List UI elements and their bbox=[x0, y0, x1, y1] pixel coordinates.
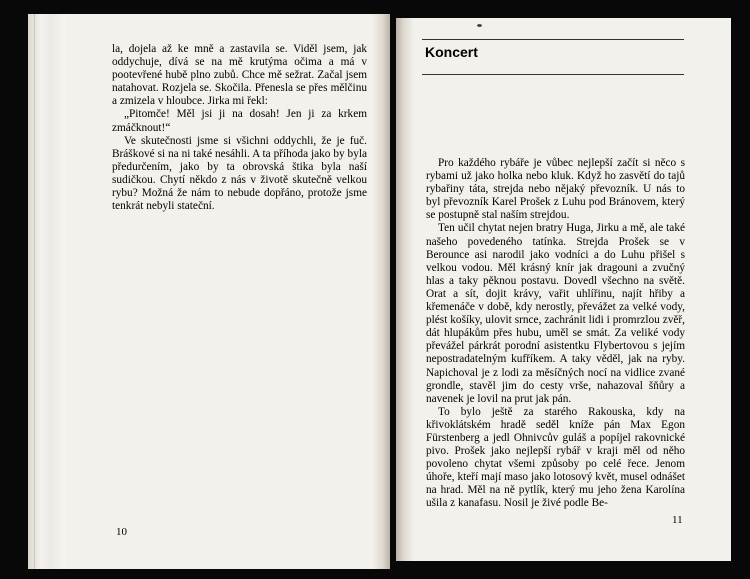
left-paragraph: la, dojela až ke mně a zastavila se. Viděl jsem, jak oddychuje, dívá se na mě krutýma očima a má v pootevřené hubě plno zubů. Chce mě sežrat. Začal jsem natahovat. Rozjela se. Skočila. Přenesla se přes mělčinu a zmizela v hloubce. Jirka mi řekl: bbox=[112, 43, 367, 108]
right-paragraph: Pro každého rybáře je vůbec nejlepší začít si něco s rybami už jako holka nebo kluk. Když ho zasvětí do tajů rybařiny táta, strejda nebo nějaký převozník. U nás to byl převozník Karel Prošek z Luhu pod Bránovem, který se postupně stal naším strejdou. bbox=[426, 157, 685, 222]
right-paragraph: Ten učil chytat nejen bratry Huga, Jirku a mě, ale také našeho povedeného tatínka. Strejda Prošek se v Berounce asi narodil jako vodníci a do Luhu přišel s velkou vodou. Měl krásný knír jak dragouni a zvučný hlas a taky pěknou postavu. Dovedl všechno na světě. Orat a sít, dojit krávy, vařit uhlířinu, najít hřiby a křemenáče v době, kdy nerostly, převážet za velké vody, plést košíky, ulovit srnce, zachránit lidi i promrzlou zvěř, dát hlupákům přes hubu, uměl se smát. Za veliké vody převážel párkrát porodní asistentku Flybertovou s jejím nepostradatelným kufříkem. A taky věděl, jak na ryby. Napichoval je z lodi za měsíčných nocí na vidlice zvané grondle, stavěl jim do cesty vrše, nahazoval šňůry a navenek je lovil na prut jak pán. bbox=[426, 222, 685, 405]
left-page-edge bbox=[28, 14, 66, 569]
title-rule-top bbox=[422, 39, 684, 40]
chapter-title: Koncert bbox=[425, 44, 478, 60]
title-rule-bottom bbox=[422, 74, 684, 75]
ink-blot bbox=[477, 24, 482, 27]
right-gutter-shadow bbox=[396, 18, 414, 561]
right-paragraph: To bylo ještě za starého Rakouska, kdy na křivoklátském hradě seděl kníže pán Max Egon Fürstenberg a jedl Ohnivcův guláš a popíjel rakovnické pivo. Prošek jako nejlepší rybář v kraji měl od něho povoleno chytat všemi způsoby po celé řece. Jenom úhoře, kteří mají maso jako lotosový květ, musel odnášet na hrad. Měl na ně pytlík, který mu jeho žena Karolína ušila z kanafasu. Nosil je živé podle Be- bbox=[426, 405, 685, 510]
left-paragraph: „Pitomče! Měl jsi ji na dosah! Jen ji za krkem zmáčknout!“ bbox=[112, 108, 367, 134]
right-page-number: 11 bbox=[672, 514, 683, 526]
left-page-text bbox=[112, 43, 367, 213]
left-page-number: 10 bbox=[116, 526, 127, 538]
left-paragraph: Ve skutečnosti jsme si všichni oddychli, že je fuč. Bráškové si na ni také nesáhli. A ta příhoda jako by byla předurčením, jako by ta obrovská štika byla naší sudičkou. Chytí někdo z nás v životě skutečně velkou rybu? Možná že nám to nebude dopřáno, protože jsme tenkrát nebyli stateční. bbox=[112, 134, 367, 213]
left-gutter-shadow bbox=[372, 14, 390, 569]
right-page-text bbox=[426, 157, 685, 511]
